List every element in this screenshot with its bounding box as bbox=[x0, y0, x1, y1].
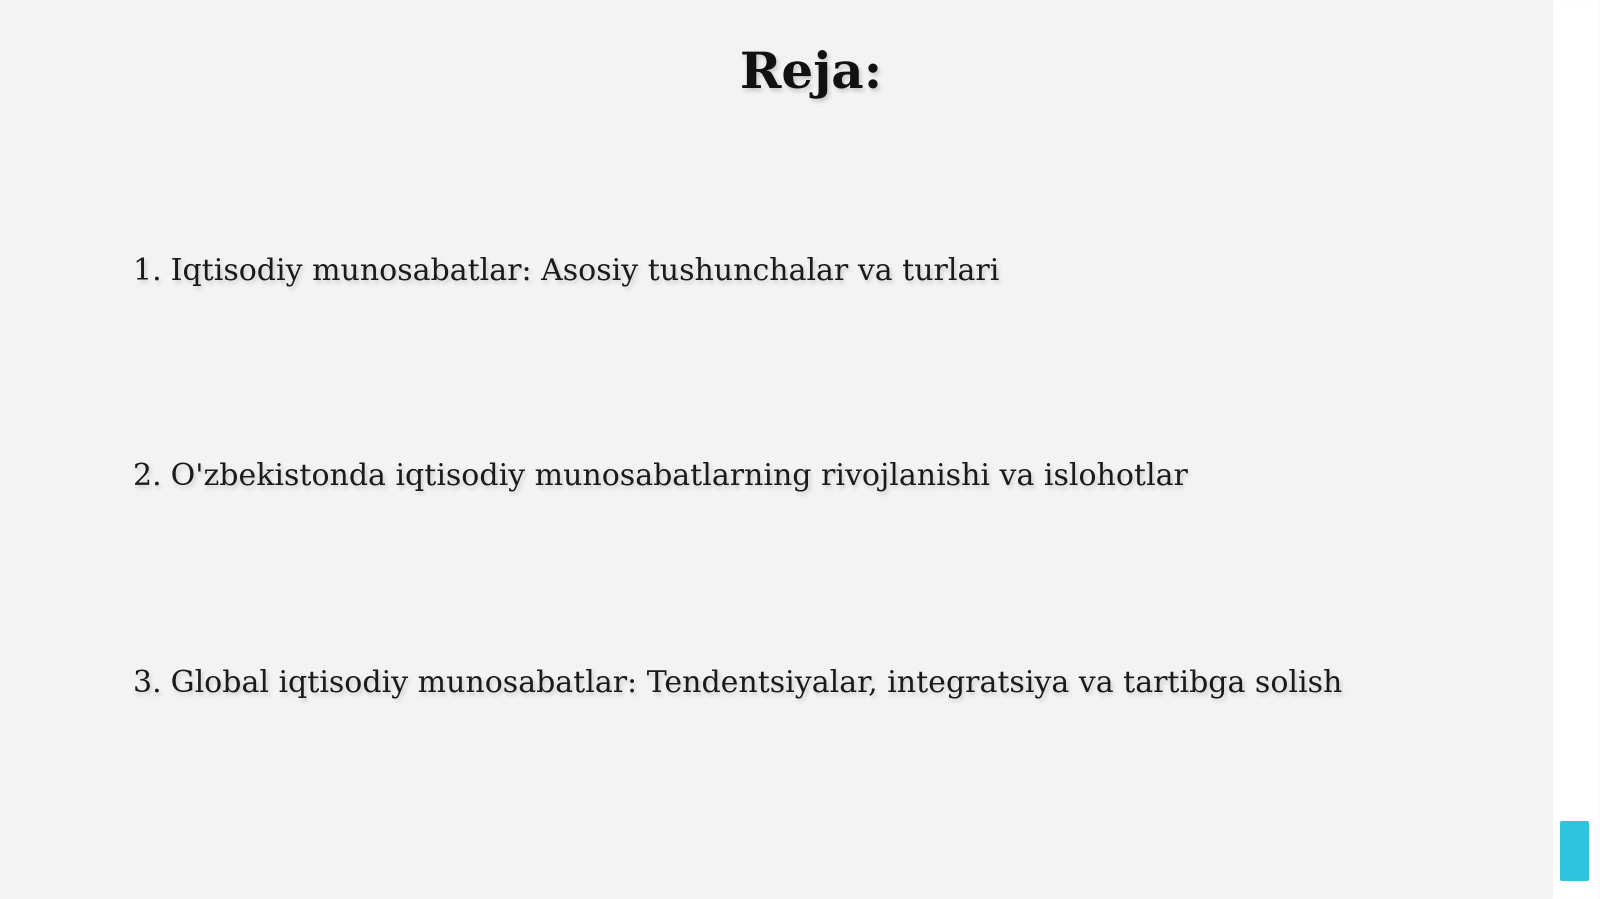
scrollbar-track[interactable] bbox=[1553, 0, 1600, 899]
plan-item-number: 2. bbox=[133, 458, 162, 493]
plan-item-2 bbox=[133, 455, 1188, 497]
plan-item-1 bbox=[133, 250, 999, 292]
plan-item-text: O'zbekistonda iqtisodiy munosabatlarning rivojlanishi va islohotlar bbox=[170, 458, 1188, 493]
slide-title: Reja: bbox=[739, 41, 883, 100]
plan-item-number: 1. bbox=[133, 253, 162, 288]
plan-item-3 bbox=[133, 662, 1342, 704]
plan-item-number: 3. bbox=[133, 665, 162, 700]
plan-item-text: Global iqtisodiy munosabatlar: Tendentsiyalar, integratsiya va tartibga solish bbox=[170, 665, 1343, 700]
scrollbar-thumb[interactable] bbox=[1560, 821, 1589, 881]
plan-item-text: Iqtisodiy munosabatlar: Asosiy tushunchalar va turlari bbox=[170, 253, 1000, 288]
